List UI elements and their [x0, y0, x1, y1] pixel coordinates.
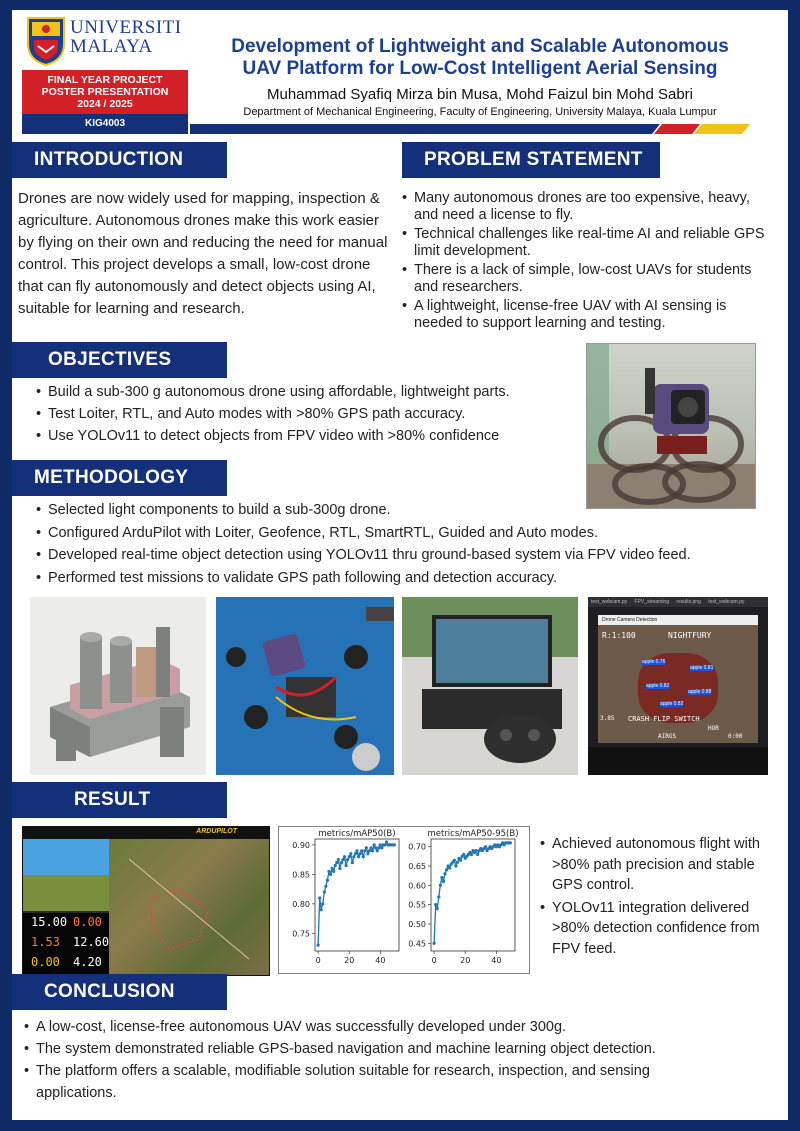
data-point — [340, 861, 343, 864]
fpv-frame — [598, 625, 758, 743]
list-item: • Selected light components to build a sub-300g drone. — [36, 499, 776, 522]
list-item: • A lightweight, license-free UAV with AI sensing is needed to support learning and testing. — [402, 298, 774, 332]
drone-photo — [586, 343, 756, 509]
result-list — [540, 834, 772, 959]
cad-frame-icon — [30, 597, 206, 775]
objectives-list — [36, 381, 586, 447]
osd-mode: HOR — [708, 725, 719, 732]
data-point — [338, 867, 341, 870]
y-tick-label: 0.75 — [292, 929, 310, 939]
x-tick-label: 40 — [375, 956, 386, 965]
data-point — [456, 861, 459, 864]
poster-title: Development of Lightweight and Scalable Autonomous UAV Platform for Low-Cost Intelligent Aerial Sensing — [231, 36, 729, 79]
fyp-line-1: FINAL YEAR PROJECT — [47, 74, 163, 86]
data-point — [332, 870, 335, 873]
x-tick-label: 20 — [460, 956, 471, 965]
data-point — [329, 873, 332, 876]
authors: Muhammad Syafiq Mirza bin Musa, Mohd Faizul bin Mohd Sabri — [266, 86, 693, 103]
problem-heading: PROBLEM STATEMENT — [402, 142, 660, 178]
osd-name: NIGHTFURY — [668, 631, 712, 640]
data-point — [337, 858, 340, 861]
data-point — [348, 855, 351, 858]
university-name — [70, 18, 182, 56]
metrics-chart-svg — [279, 827, 529, 973]
y-tick-label: 0.50 — [408, 919, 426, 929]
data-point — [320, 908, 323, 911]
osd-alt: R:1:100 — [602, 631, 636, 640]
y-tick-label: 0.55 — [408, 900, 426, 910]
introduction-heading: INTRODUCTION — [12, 142, 227, 178]
data-point — [439, 884, 442, 887]
data-point — [373, 843, 376, 846]
laptop-controller-icon — [402, 597, 578, 775]
gcs-toolbar — [23, 827, 270, 839]
list-item: • The system demonstrated reliable GPS-based navigation and machine learning object detection. — [24, 1038, 734, 1060]
data-point — [379, 843, 382, 846]
data-point — [459, 859, 462, 862]
objectives-heading: OBJECTIVES — [12, 342, 227, 378]
data-point — [376, 849, 379, 852]
methodology-list — [36, 499, 776, 589]
list-item: • Test Loiter, RTL, and Auto modes with >80% GPS path accuracy. — [36, 403, 586, 425]
list-item: • A low-cost, license-free autonomous UAV was successfully developed under 300g. — [24, 1016, 734, 1038]
data-point — [357, 855, 360, 858]
data-point — [365, 846, 368, 849]
fyp-line-2: POSTER PRESENTATION — [41, 86, 169, 98]
data-point — [509, 841, 512, 844]
osd-timer: 0:00 — [728, 733, 743, 740]
cad-model-image — [30, 597, 206, 775]
y-tick-label: 0.90 — [292, 840, 310, 850]
tab-test-webcam-2[interactable]: test_webcam.py — [708, 599, 745, 605]
data-point — [323, 890, 326, 893]
list-item: • Performed test missions to validate GPS path following and detection accuracy. — [36, 567, 776, 590]
data-point — [470, 853, 473, 856]
detection-window-title: Drone Camera Detection — [598, 615, 758, 625]
tab-fpv-streaming[interactable]: FPV_streaming — [634, 599, 669, 605]
conclusion-list — [24, 1016, 734, 1104]
data-point — [374, 846, 377, 849]
y-tick-label: 0.60 — [408, 881, 426, 891]
osd-airgs: AIRGS — [658, 733, 677, 740]
data-point — [355, 849, 358, 852]
data-point — [434, 903, 437, 906]
data-point — [335, 861, 338, 864]
course-code: KIG4003 — [22, 114, 188, 134]
data-point — [454, 864, 457, 867]
data-point — [326, 879, 329, 882]
data-point — [436, 907, 439, 910]
editor-tabs — [588, 597, 768, 607]
ground-station-photo — [402, 597, 578, 775]
drone-icon — [587, 344, 756, 509]
gcs-value: 15.00 — [31, 915, 68, 929]
detection-label: apple 0.82 — [660, 701, 684, 707]
gcs-quick-values — [23, 913, 109, 976]
data-point — [341, 858, 344, 861]
data-point — [331, 867, 334, 870]
data-point — [383, 843, 386, 846]
header-stripe — [190, 124, 750, 134]
university-name-line-2: MALAYA — [70, 36, 153, 57]
university-name-line-1: UNIVERSITI — [70, 17, 182, 38]
data-point — [377, 846, 380, 849]
data-point — [462, 853, 465, 856]
x-tick-label: 0 — [431, 956, 437, 965]
series-line — [318, 842, 394, 945]
list-item: • There is a lack of simple, low-cost UAVs for students and researchers. — [402, 262, 774, 296]
data-point — [327, 870, 330, 873]
fyp-line-3: 2024 / 2025 — [77, 98, 133, 110]
data-point — [475, 849, 478, 852]
detection-label: apple 0.82 — [646, 683, 670, 689]
data-point — [445, 868, 448, 871]
y-tick-label: 0.45 — [408, 939, 426, 949]
plot-frame — [315, 839, 399, 951]
data-point — [345, 864, 348, 867]
data-point — [368, 849, 371, 852]
data-point — [366, 852, 369, 855]
osd-volt: 3.85 — [600, 715, 615, 722]
terminal-output — [588, 747, 768, 775]
gcs-value: 0.00 — [73, 915, 102, 929]
plot-frame — [431, 839, 515, 951]
data-point — [443, 872, 446, 875]
data-point — [484, 845, 487, 848]
gcs-brand: ARDUPILOT — [196, 828, 237, 835]
training-metrics-charts — [278, 826, 530, 974]
data-point — [363, 849, 366, 852]
detection-label: apple 0.76 — [642, 659, 666, 665]
data-point — [362, 855, 365, 858]
y-tick-label: 0.65 — [408, 862, 426, 872]
tab-results[interactable]: results.png — [676, 599, 701, 605]
data-point — [321, 902, 324, 905]
list-item: • Configured ArduPilot with Loiter, Geofence, RTL, SmartRTL, Guided and Auto modes. — [36, 522, 776, 545]
data-point — [343, 855, 346, 858]
gcs-value: 12.60 — [73, 935, 110, 949]
gcs-value: 4.20 — [73, 955, 102, 969]
data-point — [317, 944, 320, 947]
gcs-attitude-indicator — [23, 839, 109, 911]
data-point — [440, 876, 443, 879]
data-point — [349, 852, 352, 855]
tab-test-webcam[interactable]: test_webcam.py — [591, 599, 628, 605]
data-point — [453, 859, 456, 862]
data-point — [359, 852, 362, 855]
data-point — [393, 843, 396, 846]
data-point — [354, 852, 357, 855]
detection-label: apple 0.88 — [688, 689, 712, 695]
list-item: • Many autonomous drones are too expensive, heavy, and need a license to fly. — [402, 190, 774, 224]
methodology-heading: METHODOLOGY — [12, 460, 227, 496]
conclusion-heading: CONCLUSION — [12, 974, 227, 1010]
list-item: • Developed real-time object detection using YOLOv11 thru ground-based system via FPV video feed. — [36, 544, 776, 567]
list-item: • Build a sub-300 g autonomous drone using affordable, lightweight parts. — [36, 381, 586, 403]
crest-icon — [26, 16, 66, 66]
list-item: • YOLOv11 integration delivered >80% detection confidence from FPV feed. — [540, 898, 772, 960]
data-point — [380, 846, 383, 849]
data-point — [433, 942, 436, 945]
y-tick-label: 0.85 — [292, 870, 310, 880]
problem-list — [402, 190, 774, 332]
detection-screen — [588, 597, 768, 775]
series-line — [434, 843, 510, 943]
x-tick-label: 40 — [491, 956, 502, 965]
y-tick-label: 0.70 — [408, 842, 426, 852]
data-point — [442, 880, 445, 883]
data-point — [369, 846, 372, 849]
x-tick-label: 20 — [344, 956, 355, 965]
list-item: • The platform offers a scalable, modifiable solution suitable for research, inspection, and sensing applications. — [24, 1060, 734, 1104]
introduction-text: Drones are now widely used for mapping, inspection & agriculture. Autonomous drones make this work easier by flying on their own and reducing the need for manual control. This project develops a small, low-cost drone that can fly autonomously and detect objects using AI, suitable for learning and research. — [18, 190, 388, 317]
data-point — [385, 840, 388, 843]
data-point — [324, 885, 327, 888]
data-point — [346, 858, 349, 861]
gcs-value: 1.53 — [31, 935, 60, 949]
detection-label: apple 0.81 — [690, 665, 714, 671]
gcs-map — [109, 839, 270, 976]
poster — [12, 10, 788, 1120]
build-photo — [216, 597, 394, 775]
data-point — [476, 853, 479, 856]
frame-build-icon — [216, 597, 394, 775]
university-logo — [26, 16, 206, 72]
ground-control-screenshot — [22, 826, 270, 976]
chart-title: metrics/mAP50-95(B) — [427, 829, 519, 839]
data-point — [334, 864, 337, 867]
y-tick-label: 0.80 — [292, 899, 310, 909]
x-tick-label: 0 — [315, 956, 321, 965]
flight-path-icon — [109, 839, 270, 976]
data-point — [371, 849, 374, 852]
list-item: • Use YOLOv11 to detect objects from FPV video with >80% confidence — [36, 425, 586, 447]
data-point — [360, 849, 363, 852]
chart-title: metrics/mAP50(B) — [318, 829, 396, 839]
gcs-value: 0.00 — [31, 955, 60, 969]
result-heading: RESULT — [12, 782, 227, 818]
list-item: • Achieved autonomous flight with >80% path precision and stable GPS control. — [540, 834, 772, 896]
department: Department of Mechanical Engineering, Faculty of Engineering, University Malaya, Kuala Lumpur — [243, 106, 717, 118]
osd-warning: CRASH FLIP SWITCH — [628, 715, 700, 723]
data-point — [318, 896, 321, 899]
data-point — [437, 895, 440, 898]
data-point — [351, 861, 354, 864]
list-item: • Technical challenges like real-time AI and reliable GPS limit development. — [402, 226, 774, 260]
data-point — [448, 866, 451, 869]
data-point — [352, 855, 355, 858]
